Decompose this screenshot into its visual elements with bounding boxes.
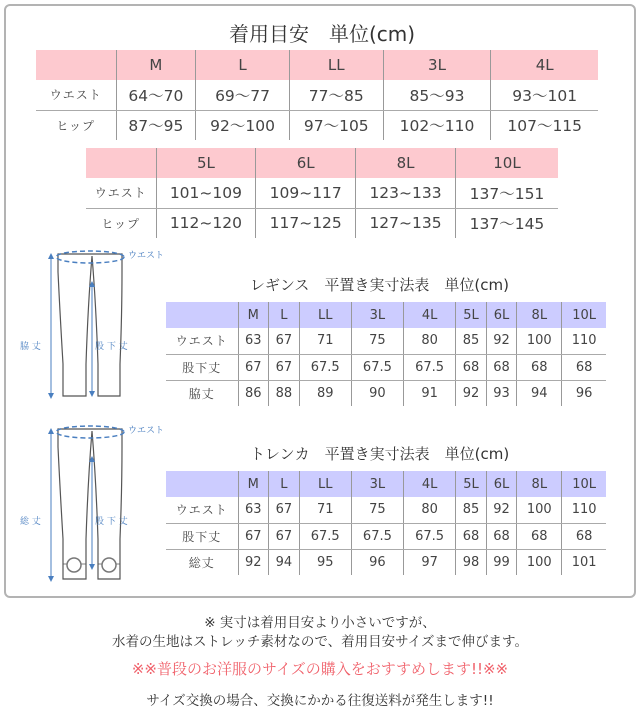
header-row <box>166 471 606 497</box>
cell: 97 <box>404 549 456 575</box>
cell: 67 <box>238 523 269 549</box>
size-header: 6L <box>486 471 517 497</box>
cell: 100 <box>517 549 562 575</box>
table-row <box>86 178 558 208</box>
cell: 75 <box>351 328 403 354</box>
header-row <box>36 50 598 80</box>
arrow-head-icon <box>89 391 95 397</box>
arrow-head-icon <box>48 253 54 259</box>
cell: 110 <box>562 497 606 523</box>
cell: 137〜151 <box>455 178 558 208</box>
cell: 88 <box>269 380 300 406</box>
size-header: M <box>238 302 269 328</box>
cell: 92 <box>486 328 517 354</box>
cell: 67.5 <box>299 354 351 380</box>
size-header: L <box>269 302 300 328</box>
cell: 67 <box>269 497 300 523</box>
cell: 102〜110 <box>383 110 491 140</box>
leggings-title: レギンス 平置き実寸法表 単位(cm) <box>250 276 509 294</box>
cell: 68 <box>517 354 562 380</box>
cell: 67.5 <box>404 354 456 380</box>
table-row <box>166 380 606 406</box>
table-row <box>166 523 606 549</box>
row-label: ヒップ <box>101 216 141 231</box>
diagram-waist-label: ウエスト <box>128 426 165 436</box>
table-row <box>166 354 606 380</box>
size-header: 10L <box>562 471 606 497</box>
cell: 92 <box>486 497 517 523</box>
size-header: 3L <box>351 302 403 328</box>
cell: 110 <box>562 328 606 354</box>
table-row <box>166 328 606 354</box>
cell: 137〜145 <box>455 208 558 238</box>
row-label: ウエスト <box>166 497 238 523</box>
cell: 92〜100 <box>196 110 290 140</box>
cell: 91 <box>404 380 456 406</box>
cell: 63 <box>238 328 269 354</box>
heel-hole-icon <box>67 558 81 572</box>
cell: 80 <box>404 497 456 523</box>
size-header: 10L <box>455 148 558 178</box>
cell: 101~109 <box>156 178 256 208</box>
size-header: 8L <box>517 302 562 328</box>
size-header: LL <box>299 302 351 328</box>
size-header: LL <box>289 50 383 80</box>
cell: 101 <box>562 549 606 575</box>
recommendation-note: ※※普段のお洋服のサイズの購入をおすすめします!!※※ <box>131 660 509 678</box>
heel-hole-icon <box>102 558 116 572</box>
cell: 68 <box>486 523 517 549</box>
cell: 86 <box>238 380 269 406</box>
arrow-head-icon <box>48 393 54 399</box>
cell: 68 <box>456 523 487 549</box>
diagram-total-label: 総 丈 <box>20 517 41 527</box>
cell: 97〜105 <box>289 110 383 140</box>
size-header: 3L <box>351 471 403 497</box>
size-header: 6L <box>256 148 356 178</box>
cell: 95 <box>299 549 351 575</box>
diagram-waist-label: ウエスト <box>128 251 165 261</box>
cell: 75 <box>351 497 403 523</box>
cell: 85 <box>456 328 487 354</box>
header-blank <box>166 471 238 497</box>
cell: 67.5 <box>351 523 403 549</box>
cell: 67.5 <box>404 523 456 549</box>
cell: 67.5 <box>351 354 403 380</box>
header-row <box>166 302 606 328</box>
row-label: 股下丈 <box>166 354 238 380</box>
header-blank <box>86 148 156 178</box>
cell: 123~133 <box>356 178 456 208</box>
size-header: 5L <box>456 302 487 328</box>
size-header: 3L <box>383 50 491 80</box>
leggings-shape <box>58 254 122 396</box>
trenca-title: トレンカ 平置き実寸法表 単位(cm) <box>250 445 510 463</box>
cell: 63 <box>238 497 269 523</box>
notes-section <box>0 614 640 709</box>
cell: 93 <box>486 380 517 406</box>
size-header: 5L <box>456 471 487 497</box>
exchange-note: サイズ交換の場合、交換にかかる往復送料が発生します!! <box>146 693 494 709</box>
header-blank <box>166 302 238 328</box>
cell: 127~135 <box>356 208 456 238</box>
diagram-side-label: 脇 丈 <box>20 342 41 352</box>
row-label: ウエスト <box>36 80 116 110</box>
size-header: 4L <box>404 471 456 497</box>
cell: 107〜115 <box>491 110 598 140</box>
size-header: 8L <box>517 471 562 497</box>
cell: 85 <box>456 497 487 523</box>
cell: 68 <box>456 354 487 380</box>
cell: 67 <box>269 354 300 380</box>
cell: 99 <box>486 549 517 575</box>
trenca-table <box>166 471 606 575</box>
cell: 77〜85 <box>289 80 383 110</box>
row-label: ウエスト <box>86 178 156 208</box>
table-row <box>166 549 606 575</box>
cell: 68 <box>517 523 562 549</box>
header-blank <box>36 50 116 80</box>
note-line-2: 水着の生地はストレッチ素材なので、着用目安サイズまで伸びます。 <box>112 634 528 650</box>
row-label: ウエスト <box>166 328 238 354</box>
size-header: 4L <box>404 302 456 328</box>
row-label: ヒップ <box>56 118 96 133</box>
cell: 89 <box>299 380 351 406</box>
trenca-diagram <box>42 419 172 589</box>
cell: 71 <box>299 497 351 523</box>
cell: 92 <box>238 549 269 575</box>
table-row <box>36 110 598 140</box>
table-row <box>36 80 598 110</box>
size-header: L <box>196 50 290 80</box>
cell: 100 <box>517 497 562 523</box>
size-header: 4L <box>491 50 598 80</box>
cell: 64〜70 <box>116 80 196 110</box>
cell: 100 <box>517 328 562 354</box>
size-header: 10L <box>562 302 606 328</box>
cell: 94 <box>517 380 562 406</box>
trenca-shape <box>58 429 122 579</box>
cell: 98 <box>456 549 487 575</box>
row-label: 股下丈 <box>166 523 238 549</box>
cell: 85〜93 <box>383 80 491 110</box>
cell: 109~117 <box>256 178 356 208</box>
diagram-inseam-label: 股 下 丈 <box>95 342 128 352</box>
cell: 68 <box>562 354 606 380</box>
cell: 71 <box>299 328 351 354</box>
cell: 90 <box>351 380 403 406</box>
size-chart-frame <box>4 4 636 598</box>
cell: 93〜101 <box>491 80 598 110</box>
cell: 67.5 <box>299 523 351 549</box>
leggings-diagram <box>42 244 172 404</box>
cell: 80 <box>404 328 456 354</box>
cell: 68 <box>486 354 517 380</box>
cell: 92 <box>456 380 487 406</box>
size-header: LL <box>299 471 351 497</box>
wearing-guide-title: 着用目安 単位(cm) <box>228 22 416 46</box>
cell: 96 <box>562 380 606 406</box>
wearing-guide-table-2 <box>86 148 558 238</box>
cell: 67 <box>238 354 269 380</box>
cell: 69〜77 <box>196 80 290 110</box>
cell: 112~120 <box>156 208 256 238</box>
header-row <box>86 148 558 178</box>
size-header: L <box>269 471 300 497</box>
cell: 117~125 <box>256 208 356 238</box>
cell: 87〜95 <box>116 110 196 140</box>
cell: 67 <box>269 523 300 549</box>
arrow-head-icon <box>48 428 54 434</box>
size-header: 5L <box>156 148 256 178</box>
cell: 94 <box>269 549 300 575</box>
row-label: 脇丈 <box>188 386 215 401</box>
diagram-inseam-label: 股 下 丈 <box>95 517 128 527</box>
size-header: M <box>116 50 196 80</box>
size-header: 6L <box>486 302 517 328</box>
wearing-guide-table-1 <box>36 50 598 140</box>
cell: 67 <box>269 328 300 354</box>
leggings-table <box>166 302 606 406</box>
size-header: 8L <box>356 148 456 178</box>
cell: 96 <box>351 549 403 575</box>
cell: 68 <box>562 523 606 549</box>
arrow-head-icon <box>48 576 54 582</box>
arrow-head-icon <box>89 564 95 570</box>
size-header: M <box>238 471 269 497</box>
note-line-1: ※ 実寸は着用目安より小さいですが、 <box>204 615 436 631</box>
table-row <box>166 497 606 523</box>
table-row <box>86 208 558 238</box>
row-label: 総丈 <box>188 555 215 570</box>
